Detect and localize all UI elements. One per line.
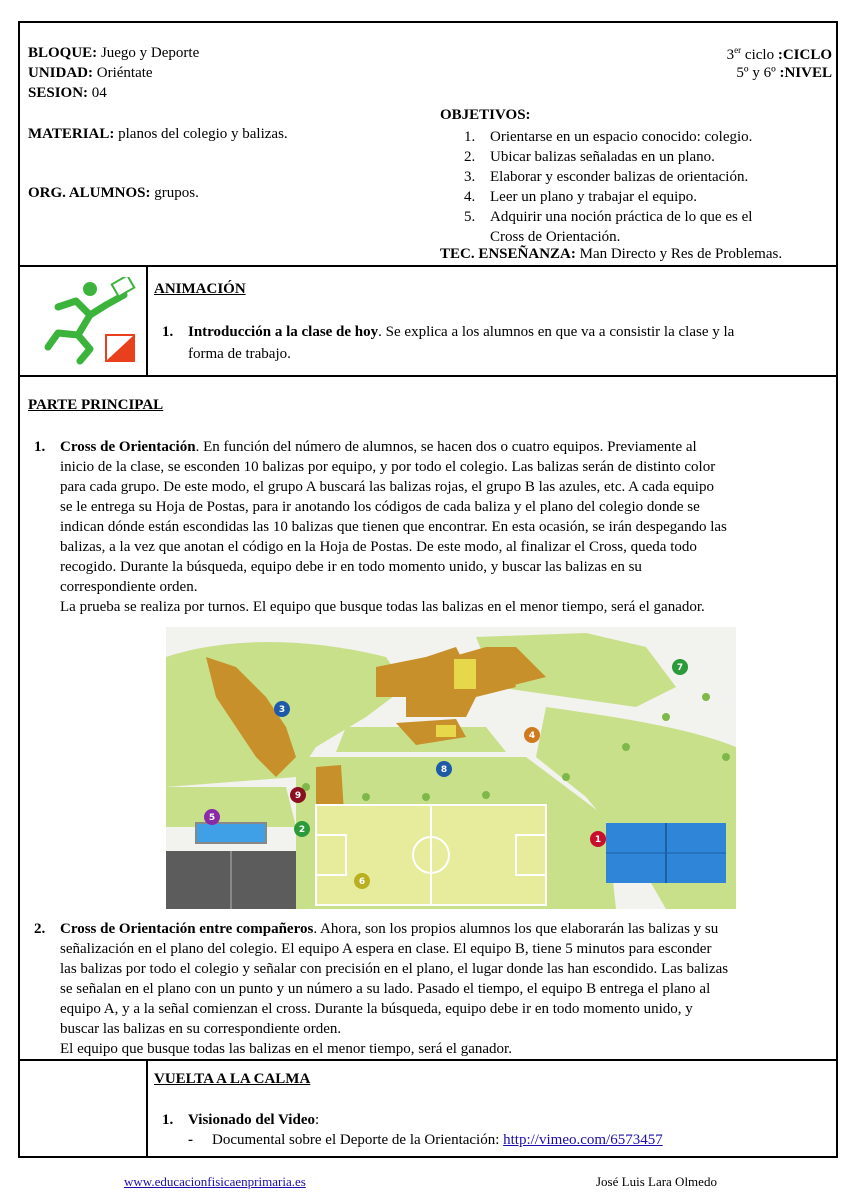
objetivo-1: [464, 127, 752, 147]
school-map: [166, 627, 736, 909]
lesson-sheet: [18, 21, 838, 1158]
item-text: . Se explica a los alumnos en que va a consistir la clase y la: [378, 324, 735, 340]
item-bold-text: Visionado del Video: [188, 1112, 315, 1128]
item-text: inicio de la clase, se esconden 10 balizas por equipo, y por todo el colegio. Las balizas serán de distinto color: [60, 459, 716, 475]
tec-value: Man Directo y Res de Problemas.: [579, 246, 783, 262]
tec-row: [440, 246, 782, 263]
divider: [20, 265, 836, 267]
objetivos-label: OBJETIVOS:: [440, 107, 531, 123]
objetivo-5-cont: [464, 227, 752, 247]
objetivo-number: 2.: [464, 149, 476, 165]
sesion-label: SESION:: [28, 85, 89, 101]
marker-3: 3: [278, 705, 286, 715]
item-text: las balizas por todo el colegio y señalar con precisión en el plano, el lugar donde las han escondido. Las balizas: [60, 961, 729, 977]
item-number: 1.: [162, 324, 174, 340]
objetivo-text: Ubicar balizas señaladas en un plano.: [490, 149, 715, 165]
item-colon: :: [314, 1112, 320, 1128]
objetivo-text: Orientarse en un espacio conocido: colegio.: [490, 129, 753, 145]
item-text: La prueba se realiza por turnos. El equipo que busque todas las balizas en el menor tiempo, será el ganador.: [60, 599, 705, 615]
bloque-row: [28, 45, 199, 62]
calma-title: VUELTA A LA CALMA: [154, 1071, 311, 1087]
ciclo-word: ciclo: [744, 47, 775, 63]
material-label: MATERIAL:: [28, 126, 115, 142]
marker-5: 5: [208, 813, 216, 823]
item-text-continued: forma de trabajo.: [188, 346, 291, 362]
principal-title: PARTE PRINCIPAL: [28, 397, 164, 413]
unidad-row: [28, 65, 153, 82]
ciclo-row: [727, 45, 832, 64]
ciclo-number: 3: [726, 47, 735, 63]
nivel-row: [736, 65, 832, 82]
sub-item-text: Documental sobre el Deporte de la Orientación:: [212, 1132, 500, 1148]
objetivo-text: Elaborar y esconder balizas de orientación.: [490, 169, 749, 185]
objetivo-text: Adquirir una noción práctica de lo que es el: [490, 209, 753, 225]
ciclo-superscript: er: [734, 45, 742, 55]
objetivo-3: [464, 167, 752, 187]
column-divider: [146, 1059, 148, 1158]
item-text: buscar las balizas en su correspondiente orden.: [60, 1021, 342, 1037]
marker-1: 1: [594, 835, 602, 845]
footer-website-link[interactable]: www.educacionfisicaenprimaria.es: [124, 1174, 306, 1189]
material-row: [28, 126, 288, 143]
item-number: 2.: [34, 921, 46, 937]
objetivo-number: 5.: [464, 209, 476, 225]
marker-4: 4: [528, 731, 536, 741]
objetivo-number: 3.: [464, 169, 476, 185]
objetivo-5: [464, 207, 752, 227]
nivel-label: :NIVEL: [779, 65, 832, 81]
sesion-row: [28, 85, 107, 102]
objetivo-4: [464, 187, 752, 207]
divider: [20, 1059, 836, 1061]
org-row: [28, 185, 199, 202]
principal-item-2: [34, 919, 728, 1059]
item-text: El equipo que busque todas las balizas en el menor tiempo, será el ganador.: [60, 1041, 512, 1057]
item-text: . Ahora, son los propios alumnos los que elaborarán las balizas y su: [313, 921, 719, 937]
marker-2: 2: [298, 825, 306, 835]
tec-label: TEC. ENSEÑANZA:: [440, 246, 576, 262]
objetivo-text: Leer un plano y trabajar el equipo.: [490, 189, 697, 205]
item-text: balizas, a la vez que anotan el código en la Hoja de Postas. De este modo, al finalizar el Cross, queda todo: [60, 539, 697, 555]
objetivos-title: [440, 107, 531, 124]
item-bold-text: Cross de Orientación entre compañeros: [60, 921, 314, 937]
calma-item: [162, 1110, 663, 1150]
item-text: recogido. Durante la búsqueda, equipo debe ir en todo momento unido, y buscar las balizas en su: [60, 559, 642, 575]
item-text: se le entrega su Hoja de Postas, para ir anotando los códigos de cada baliza y el plano del colegio donde se: [60, 499, 700, 515]
marker-7: 7: [676, 663, 684, 673]
unidad-value: Oriéntate: [96, 65, 153, 81]
item-number: 1.: [34, 439, 46, 455]
orienteering-runner-icon: [28, 277, 140, 365]
item-text: se señalan en el plano con un punto y un número a su lado. Pasado el tiempo, el equipo B entrega el plano al: [60, 981, 711, 997]
org-value: grupos.: [154, 185, 199, 201]
ciclo-label: :CICLO: [777, 47, 832, 63]
item-text: equipo A, y a la señal comienzan el cross. Durante la búsqueda, equipo debe ir en todo momento unido, y: [60, 1001, 693, 1017]
objetivos-list: [464, 127, 752, 247]
unidad-label: UNIDAD:: [28, 65, 93, 81]
objetivo-2: [464, 147, 752, 167]
material-value: planos del colegio y balizas.: [118, 126, 288, 142]
item-text: para cada grupo. De este modo, el grupo A buscará las balizas rojas, el grupo B las azules, etc. A cada equipo: [60, 479, 714, 495]
org-label: ORG. ALUMNOS:: [28, 185, 151, 201]
item-bold-text: Cross de Orientación: [60, 439, 196, 455]
item-bold-text: Introducción a la clase de hoy: [188, 324, 379, 340]
objetivo-number: 4.: [464, 189, 476, 205]
marker-9: 9: [294, 791, 302, 801]
bloque-label: BLOQUE:: [28, 45, 98, 61]
bullet-dash: -: [188, 1132, 193, 1148]
animacion-item: [162, 321, 734, 365]
item-text: indican dónde están escondidas las 10 balizas que tienen que encontrar. En esta ocasión, se irán despegando las: [60, 519, 727, 535]
objetivo-text: Cross de Orientación.: [490, 229, 621, 245]
footer-author: José Luis Lara Olmedo: [596, 1174, 717, 1189]
marker-6: 6: [358, 877, 366, 887]
vimeo-link[interactable]: http://vimeo.com/6573457: [503, 1132, 663, 1148]
principal-item-1: [34, 437, 727, 617]
nivel-value: 5º y 6º: [736, 65, 776, 81]
item-text: correspondiente orden.: [60, 579, 198, 595]
item-text: señalización en el plano del colegio. El equipo A espera en clase. El equipo B, tiene 5 minutos para esconder: [60, 941, 712, 957]
column-divider: [146, 265, 148, 375]
item-number: 1.: [162, 1112, 174, 1128]
sesion-value: 04: [91, 85, 107, 101]
divider: [20, 375, 836, 377]
marker-8: 8: [440, 765, 448, 775]
objetivo-number: 1.: [464, 129, 476, 145]
animacion-title: ANIMACIÓN: [154, 281, 246, 297]
bloque-value: Juego y Deporte: [100, 45, 200, 61]
item-text: . En función del número de alumnos, se hacen dos o cuatro equipos. Previamente al: [195, 439, 697, 455]
